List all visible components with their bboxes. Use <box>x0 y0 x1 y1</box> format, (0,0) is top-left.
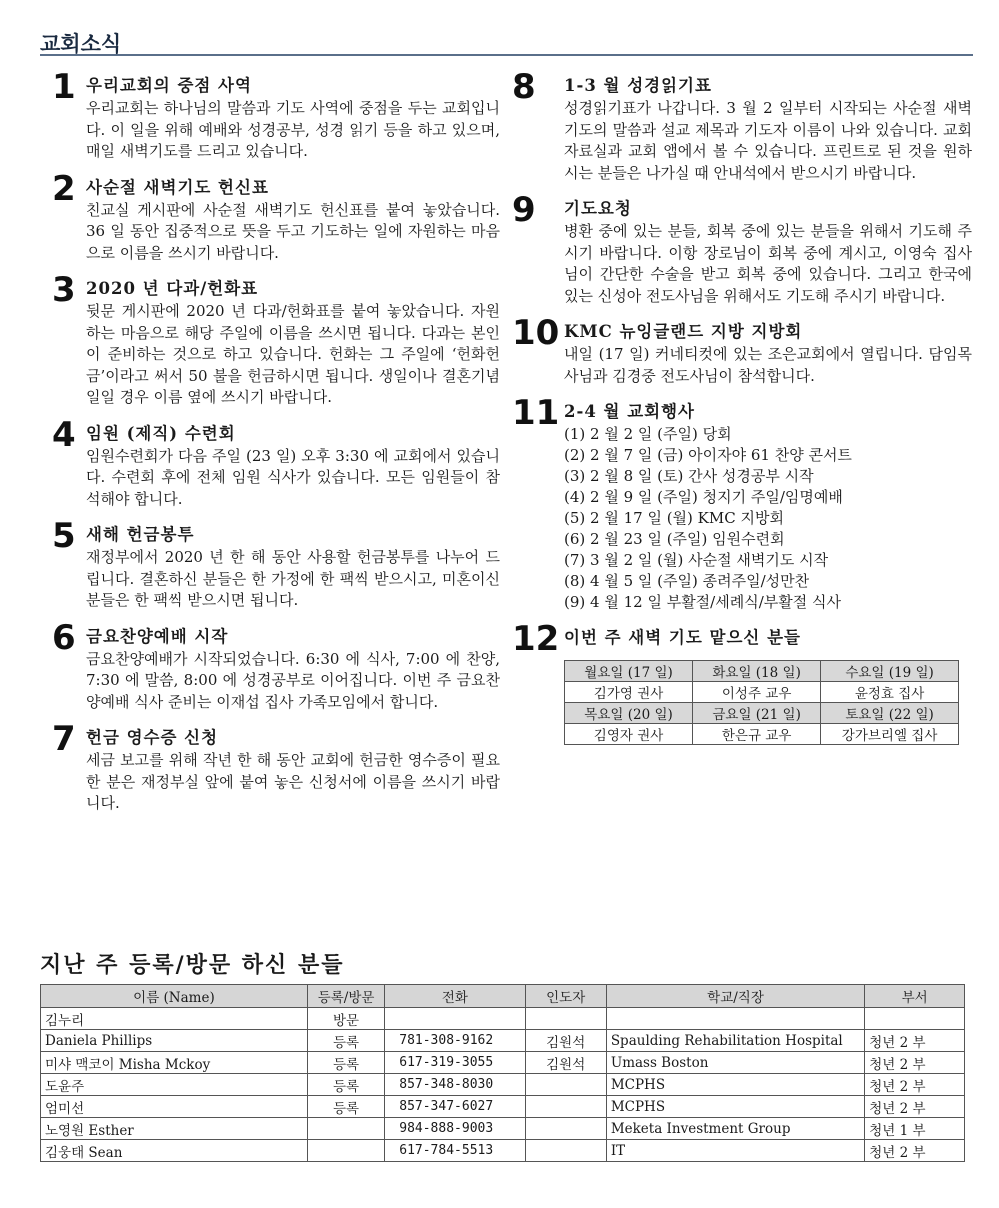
workplace-cell: Umass Boston <box>606 1052 864 1074</box>
event-item: (5) 2 월 17 일 (월) KMC 지방회 <box>564 509 784 527</box>
name-cell: 김누리 <box>41 1008 308 1030</box>
status-cell <box>307 1140 384 1162</box>
item-body: 친교실 게시판에 사순절 새벽기도 헌신표를 붙여 놓았습니다. 36 일 동안 집중적으로 뜻을 두고 기도하는 일에 자원하는 마음으로 이름을 쓰시기 바랍니다. <box>86 200 500 262</box>
column-header: 등록/방문 <box>307 985 384 1008</box>
workplace-cell: IT <box>606 1140 864 1162</box>
item-title: 1-3 월 성경읽기표 <box>564 76 712 95</box>
item-body: 병환 중에 있는 분들, 회복 중에 있는 분들을 위해서 기도해 주시기 바랍니다. 이항 장로님이 회복 중에 계시고, 이영숙 집사님이 간단한 수술을 받고 회복 중에 있습니다. 그리고 한국에 있는 신성아 전도사님을 위해서도 기도해 주시기 바랍니다. <box>564 222 972 305</box>
name-cell: 도윤주 <box>41 1074 308 1096</box>
news-item-7 <box>52 719 500 815</box>
phone-cell <box>385 1008 525 1030</box>
name-cell: 엄미선 <box>41 1096 308 1118</box>
item-title: 기도요청 <box>564 199 632 218</box>
status-cell: 등록 <box>307 1096 384 1118</box>
column-header: 부서 <box>865 985 965 1008</box>
news-item-11 <box>512 393 972 613</box>
item-body: 우리교회는 하나님의 말씀과 기도 사역에 중점을 두는 교회입니다. 이 일을 위해 예배와 성경공부, 성경 읽기 등을 하고 있으며, 매일 새벽기도를 드리고 있습니다. <box>86 99 500 160</box>
table-row <box>41 1096 965 1118</box>
item-title: 우리교회의 중점 사역 <box>86 76 252 95</box>
department-cell: 청년 2 부 <box>865 1030 965 1052</box>
status-cell: 등록 <box>307 1030 384 1052</box>
table-cell: 월요일 (17 일) <box>565 661 693 682</box>
item-body: 임원수련회가 다음 주일 (23 일) 오후 3:30 에 교회에서 있습니다. 수련회 후에 전체 임원 식사가 있습니다. 모든 임원들이 참석해야 합니다. <box>86 446 500 508</box>
column-header: 인도자 <box>525 985 606 1008</box>
item-body: 금요찬양예배가 시작되었습니다. 6:30 에 식사, 7:00 에 찬양, 7:30 에 말씀, 8:00 에 성경공부로 이어집니다. 이번 주 금요찬양예배 식사 준비는 이재섭 집사 가족모임에서 합니다. <box>86 649 500 711</box>
section-header <box>40 28 973 56</box>
workplace-cell <box>606 1008 864 1030</box>
item-title: 임원 (제직) 수련회 <box>86 423 236 443</box>
item-title: KMC 뉴잉글랜드 지방 지방회 <box>564 322 803 341</box>
workplace-cell: Meketa Investment Group <box>606 1118 864 1140</box>
table-row <box>565 724 959 745</box>
phone-cell: 857-347-6027 <box>385 1096 525 1118</box>
visitors-table <box>40 984 965 1162</box>
table-row <box>41 1140 965 1162</box>
guide-cell <box>525 1140 606 1162</box>
guide-cell: 김원석 <box>525 1030 606 1052</box>
phone-cell: 781-308-9162 <box>385 1030 525 1052</box>
item-body: 성경읽기표가 나갑니다. 3 월 2 일부터 시작되는 사순절 새벽 기도의 말씀과 설교 제목과 기도자 이름이 나와 있습니다. 교회 자료실과 교회 앱에서 볼 수 있습니다. 프린트로 된 것을 원하시는 분들은 나가실 때 안내석에서 받으시기 바랍니다. <box>564 99 972 182</box>
status-cell: 방문 <box>307 1008 384 1030</box>
guide-cell: 김원석 <box>525 1052 606 1074</box>
event-item: (6) 2 월 23 일 (주일) 임원수련회 <box>564 530 785 548</box>
table-row <box>565 682 959 703</box>
section-title: 교회소식 <box>40 32 122 56</box>
table-cell: 이성주 교우 <box>693 682 821 703</box>
item-number: 11 <box>512 393 560 433</box>
table-cell: 강가브리엘 집사 <box>821 724 959 745</box>
table-cell: 김영자 권사 <box>565 724 693 745</box>
table-row <box>41 1074 965 1096</box>
guide-cell <box>525 1008 606 1030</box>
item-number: 4 <box>52 414 76 455</box>
event-item: (1) 2 월 2 일 (주일) 당회 <box>564 425 732 443</box>
phone-cell: 617-319-3055 <box>385 1052 525 1074</box>
column-header: 학교/직장 <box>606 985 864 1008</box>
item-title: 금요찬양예배 시작 <box>86 626 229 646</box>
name-cell: Daniela Phillips <box>41 1030 308 1052</box>
item-number: 10 <box>512 313 560 353</box>
table-cell: 화요일 (18 일) <box>693 661 821 682</box>
item-title: 2020 년 다과/헌화표 <box>86 279 259 298</box>
name-cell: 김웅태 Sean <box>41 1140 308 1162</box>
workplace-cell: MCPHS <box>606 1096 864 1118</box>
table-row <box>565 661 959 682</box>
department-cell: 청년 1 부 <box>865 1118 965 1140</box>
table-row <box>41 1008 965 1030</box>
column-header: 전화 <box>385 985 525 1008</box>
news-item-5 <box>52 516 500 612</box>
table-cell: 김가영 권사 <box>565 682 693 703</box>
table-row <box>565 703 959 724</box>
status-cell: 등록 <box>307 1052 384 1074</box>
item-title: 이번 주 새벽 기도 맡으신 분들 <box>564 628 801 647</box>
item-number: 2 <box>52 168 76 209</box>
table-cell: 목요일 (20 일) <box>565 703 693 724</box>
news-item-1 <box>52 67 500 163</box>
item-number: 5 <box>52 516 76 556</box>
event-item: (9) 4 월 12 일 부활절/세례식/부활절 식사 <box>564 593 841 611</box>
phone-cell: 857-348-8030 <box>385 1074 525 1096</box>
news-item-9 <box>512 190 972 307</box>
visitors-title: 지난 주 등록/방문 하신 분들 <box>40 952 345 978</box>
item-number: 8 <box>512 67 536 107</box>
item-title: 사순절 새벽기도 헌신표 <box>86 177 269 197</box>
news-item-8 <box>512 67 972 184</box>
item-number: 9 <box>512 190 536 230</box>
item-body: 세금 보고를 위해 작년 한 해 동안 교회에 헌금한 영수증이 필요한 분은 재정부실 앞에 붙여 놓은 신청서에 이름을 쓰시기 바랍니다. <box>86 751 500 812</box>
prayer-duty-table <box>564 660 959 745</box>
table-cell: 토요일 (22 일) <box>821 703 959 724</box>
item-body: 재정부에서 2020 년 한 해 동안 사용할 헌금봉투를 나누어 드립니다. 결혼하신 분들은 한 가정에 한 팩씩 받으시고, 미혼이신 분들은 한 팩씩 받으시면 됩니다. <box>86 548 500 609</box>
guide-cell <box>525 1118 606 1140</box>
column-header: 이름 (Name) <box>41 985 308 1008</box>
table-row <box>41 1118 965 1140</box>
status-cell <box>307 1118 384 1140</box>
item-body: 뒷문 게시판에 2020 년 다과/헌화표를 붙여 놓았습니다. 자원하는 마음으로 해당 주일에 이름을 쓰시면 됩니다. 다과는 본인이 준비하는 것으로 하고 있습니다. 헌화는 그 주일에 ‘헌화헌금’이라고 써서 50 불을 헌금하시면 됩니다. 생일이나 결혼기념일일 경우 이름 옆에 쓰시기 바랍니다. <box>86 302 500 406</box>
item-number: 12 <box>512 619 560 659</box>
workplace-cell: Spaulding Rehabilitation Hospital <box>606 1030 864 1052</box>
right-column <box>512 67 972 758</box>
table-row <box>41 1052 965 1074</box>
news-item-2 <box>52 168 500 265</box>
item-number: 7 <box>52 719 76 759</box>
department-cell: 청년 2 부 <box>865 1140 965 1162</box>
department-cell <box>865 1008 965 1030</box>
event-list <box>564 424 972 613</box>
department-cell: 청년 2 부 <box>865 1096 965 1118</box>
department-cell: 청년 2 부 <box>865 1052 965 1074</box>
guide-cell <box>525 1096 606 1118</box>
name-cell: 노영원 Esther <box>41 1118 308 1140</box>
table-cell: 한은규 교우 <box>693 724 821 745</box>
item-title: 헌금 영수증 신청 <box>86 728 219 747</box>
item-number: 1 <box>52 67 76 107</box>
event-item: (8) 4 월 5 일 (주일) 종려주일/성만찬 <box>564 572 810 590</box>
name-cell: 미샤 맥코이 Misha Mckoy <box>41 1052 308 1074</box>
table-row <box>41 1030 965 1052</box>
news-item-4 <box>52 414 500 511</box>
department-cell: 청년 2 부 <box>865 1074 965 1096</box>
event-item: (2) 2 월 7 일 (금) 아이자야 61 찬양 콘서트 <box>564 446 852 464</box>
table-cell: 금요일 (21 일) <box>693 703 821 724</box>
news-item-3 <box>52 270 500 409</box>
workplace-cell: MCPHS <box>606 1074 864 1096</box>
item-number: 6 <box>52 617 76 658</box>
left-column <box>52 67 500 828</box>
event-item: (7) 3 월 2 일 (월) 사순절 새벽기도 시작 <box>564 551 829 569</box>
phone-cell: 984-888-9003 <box>385 1118 525 1140</box>
item-body: 내일 (17 일) 커네티컷에 있는 조은교회에서 열립니다. 담임목사님과 김경중 전도사님이 참석합니다. <box>564 345 972 385</box>
news-item-12 <box>512 619 972 745</box>
news-item-6 <box>52 617 500 714</box>
phone-cell: 617-784-5513 <box>385 1140 525 1162</box>
item-title: 2-4 월 교회행사 <box>564 402 695 421</box>
table-cell: 윤정효 집사 <box>821 682 959 703</box>
event-item: (4) 2 월 9 일 (주일) 청지기 주일/임명예배 <box>564 488 843 506</box>
guide-cell <box>525 1074 606 1096</box>
table-cell: 수요일 (19 일) <box>821 661 959 682</box>
item-title: 새해 헌금봉투 <box>86 525 195 544</box>
table-header-row <box>41 985 965 1008</box>
event-item: (3) 2 월 8 일 (토) 간사 성경공부 시작 <box>564 467 814 485</box>
status-cell: 등록 <box>307 1074 384 1096</box>
news-item-10 <box>512 313 972 387</box>
item-number: 3 <box>52 270 76 310</box>
